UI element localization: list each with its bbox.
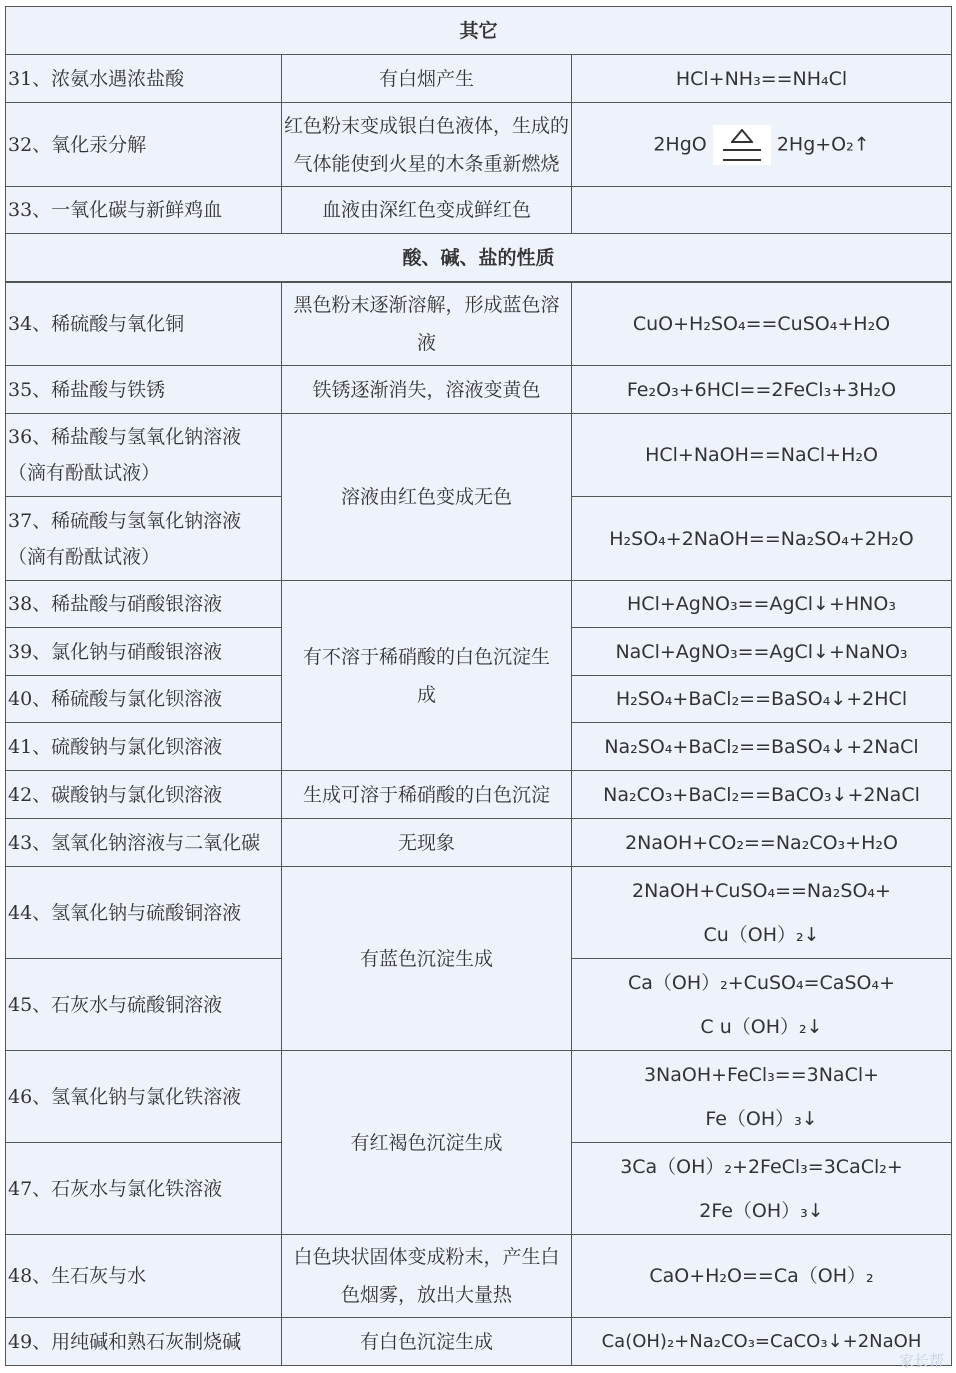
phenomenon-line: 色烟雾，放出大量热: [340, 1284, 512, 1306]
heat-triangle-icon: [713, 125, 771, 165]
reaction-phenomenon: 生成可溶于稀硝酸的白色沉淀: [282, 771, 572, 819]
section-header-row: [6, 234, 952, 282]
reaction-phenomenon: [282, 1235, 572, 1318]
reaction-equation: H₂SO₄+BaCl₂==BaSO₄↓+2HCl: [572, 676, 952, 723]
table-row: [6, 771, 952, 819]
section-title-acid-base-salt: 酸、碱、盐的性质: [6, 234, 952, 282]
reaction-phenomenon: 血液由深红色变成鲜红色: [282, 187, 572, 234]
reaction-name: 46、氢氧化钠与氯化铁溶液: [6, 1051, 282, 1143]
reaction-name: [6, 414, 282, 497]
reaction-equation: H₂SO₄+2NaOH==Na₂SO₄+2H₂O: [572, 497, 952, 581]
reaction-phenomenon: 有白色沉淀生成: [282, 1318, 572, 1366]
table-row: [6, 414, 952, 497]
equation-line: Ca（OH）₂+CuSO₄=CaSO₄+: [627, 971, 895, 994]
reaction-name: 43、氢氧化钠溶液与二氧化碳: [6, 819, 282, 867]
name-line: （滴有酚酞试液）: [8, 462, 161, 484]
reaction-equation: Ca(OH)₂+Na₂CO₃=CaCO₃↓+2NaOH: [572, 1318, 952, 1366]
table-row: [6, 366, 952, 414]
name-line: 36、稀盐酸与氢氧化钠溶液: [8, 426, 242, 448]
reaction-name: 44、氢氧化钠与硫酸铜溶液: [6, 867, 282, 959]
section-title-other: 其它: [6, 7, 952, 55]
reaction-phenomenon: 有白烟产生: [282, 55, 572, 103]
reactions-table-acid-base-salt: [5, 282, 952, 1366]
reaction-equation: [572, 103, 952, 187]
reaction-name: 45、石灰水与硫酸铜溶液: [6, 959, 282, 1051]
reaction-name: 42、碳酸钠与氯化钡溶液: [6, 771, 282, 819]
equation-line: 3NaOH+FeCl₃==3NaCl+: [643, 1063, 880, 1086]
phenomenon-line: 红色粉末变成银白色液体，生成的: [284, 114, 570, 137]
phenomenon-line: 液: [416, 332, 436, 354]
table-row: [6, 187, 952, 234]
triangle-glyph: [731, 129, 753, 143]
table-row: [6, 283, 952, 366]
reaction-equation: Fe₂O₃+6HCl==2FeCl₃+3H₂O: [572, 366, 952, 414]
equation-line: 2Fe（OH）₃↓: [699, 1199, 824, 1222]
reaction-equation: [572, 867, 952, 959]
table-row: [6, 1318, 952, 1366]
reaction-phenomenon: 无现象: [282, 819, 572, 867]
table-row: [6, 1051, 952, 1143]
table-row: [6, 1235, 952, 1318]
reaction-name: 33、一氧化碳与新鲜鸡血: [6, 187, 282, 234]
reactions-table: [5, 6, 952, 282]
reaction-equation: CuO+H₂SO₄==CuSO₄+H₂O: [572, 283, 952, 366]
reaction-name: [6, 497, 282, 581]
phenomenon-line: 黑色粉末逐渐溶解，形成蓝色溶: [293, 294, 560, 316]
reaction-phenomenon: [282, 283, 572, 366]
phenomenon-line: 有不溶于稀硝酸的白色沉淀生: [302, 645, 550, 668]
equation-line: 3Ca（OH）₂+2FeCl₃=3CaCl₂+: [620, 1155, 903, 1178]
reaction-name: 35、稀盐酸与铁锈: [6, 366, 282, 414]
equation-left: 2HgO: [653, 133, 707, 155]
reaction-phenomenon: 铁锈逐渐消失，溶液变黄色: [282, 366, 572, 414]
watermark: 家长帮: [898, 1352, 944, 1370]
table-row: [6, 103, 952, 187]
phenomenon-line: 气体能使到火星的木条重新燃烧: [293, 152, 560, 175]
shared-phenomenon: 有红褐色沉淀生成: [282, 1051, 572, 1235]
equation-right: 2Hg+O₂↑: [776, 133, 870, 155]
reaction-equation: 2NaOH+CO₂==Na₂CO₃+H₂O: [572, 819, 952, 867]
name-line: （滴有酚酞试液）: [8, 545, 161, 568]
name-line: 37、稀硫酸与氢氧化钠溶液: [8, 509, 242, 532]
reaction-name: 49、用纯碱和熟石灰制烧碱: [6, 1318, 282, 1366]
shared-phenomenon: [282, 581, 572, 771]
equation-line: 2NaOH+CuSO₄==Na₂SO₄+: [632, 879, 891, 902]
reaction-equation: Na₂SO₄+BaCl₂==BaSO₄↓+2NaCl: [572, 723, 952, 771]
reaction-name: 47、石灰水与氯化铁溶液: [6, 1143, 282, 1235]
table-row: [6, 55, 952, 103]
reaction-equation: [572, 959, 952, 1051]
reaction-equation: HCl+AgNO₃==AgCl↓+HNO₃: [572, 581, 952, 628]
equals-lines: [723, 149, 761, 161]
reaction-equation: HCl+NaOH==NaCl+H₂O: [572, 414, 952, 497]
table-row: [6, 819, 952, 867]
reaction-equation: HCl+NH₃==NH₄Cl: [572, 55, 952, 103]
phenomenon-line: 成: [416, 683, 436, 706]
reaction-name: 32、氧化汞分解: [6, 103, 282, 187]
reaction-equation: NaCl+AgNO₃==AgCl↓+NaNO₃: [572, 628, 952, 676]
reaction-name: 40、稀硫酸与氯化钡溶液: [6, 676, 282, 723]
reaction-phenomenon: [282, 103, 572, 187]
shared-phenomenon: 溶液由红色变成无色: [282, 414, 572, 581]
reaction-equation: [572, 1143, 952, 1235]
equation-line: Fe（OH）₃↓: [705, 1107, 818, 1130]
reaction-name: 34、稀硫酸与氧化铜: [6, 283, 282, 366]
equation-line: Cu（OH）₂↓: [703, 923, 820, 946]
reaction-equation: [572, 187, 952, 234]
reaction-name: 48、生石灰与水: [6, 1235, 282, 1318]
reaction-equation: CaO+H₂O==Ca（OH）₂: [572, 1235, 952, 1318]
table-row: [6, 581, 952, 628]
equation-line: C u（OH）₂↓: [700, 1015, 823, 1038]
table-row: [6, 867, 952, 959]
reaction-equation: [572, 1051, 952, 1143]
reaction-name: 39、氯化钠与硝酸银溶液: [6, 628, 282, 676]
reaction-name: 38、稀盐酸与硝酸银溶液: [6, 581, 282, 628]
section-header-row: [6, 7, 952, 55]
reaction-name: 41、硫酸钠与氯化钡溶液: [6, 723, 282, 771]
phenomenon-line: 白色块状固体变成粉末，产生白: [293, 1246, 560, 1268]
shared-phenomenon: 有蓝色沉淀生成: [282, 867, 572, 1051]
reaction-equation: Na₂CO₃+BaCl₂==BaCO₃↓+2NaCl: [572, 771, 952, 819]
reaction-name: 31、浓氨水遇浓盐酸: [6, 55, 282, 103]
